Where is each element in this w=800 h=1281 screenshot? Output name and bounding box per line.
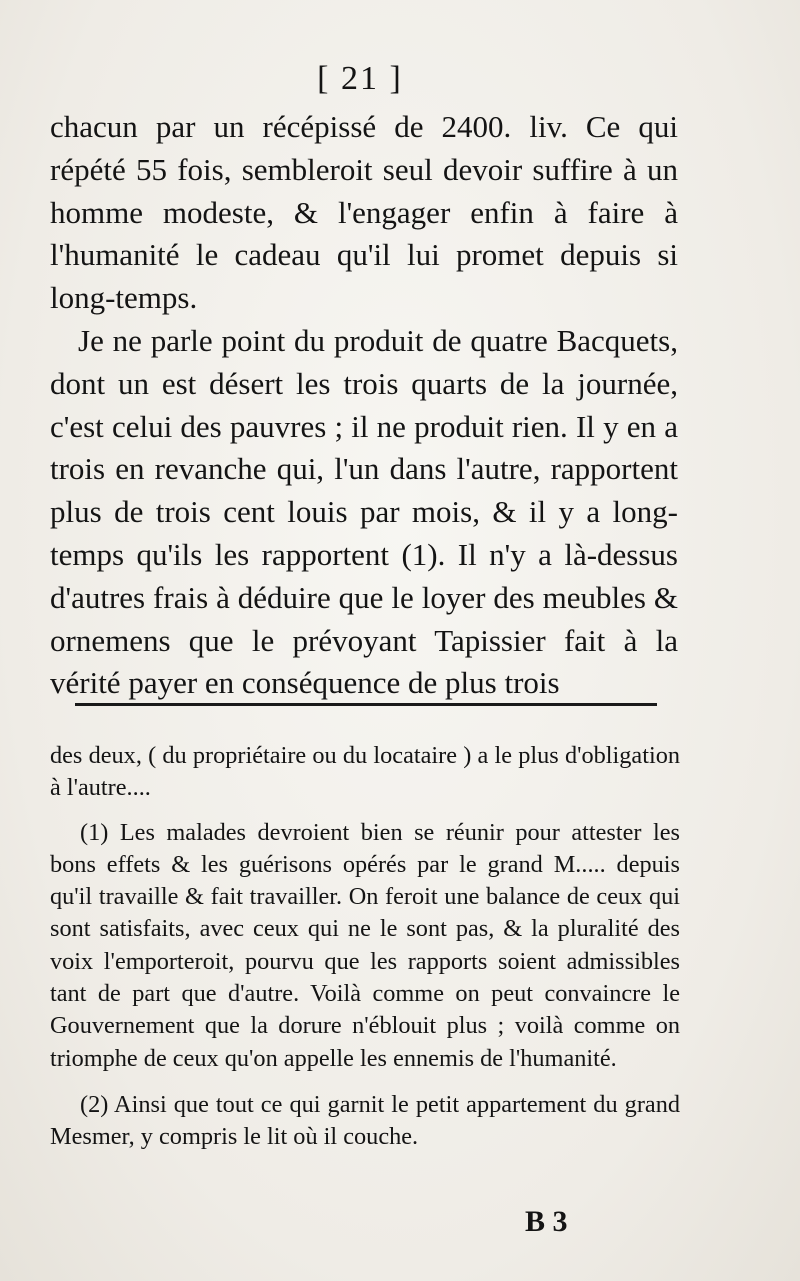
main-text-block: [50, 106, 678, 705]
paragraph-1: chacun par un récépissé de 2400. liv. Ce qui répété 55 fois, sembleroit seul devoir suffire à un homme modeste, & l'engager enfin à faire à l'humanité le cadeau qu'il lui promet depuis si long-temps.: [50, 109, 678, 316]
footnote-separator-rule: [75, 703, 657, 706]
footnote-continuation: des deux, ( du propriétaire ou du locataire ) a le plus d'obligation à l'autre....: [50, 742, 680, 802]
footnote-2: (2) Ainsi que tout ce qui garnit le petit appartement du grand Mesmer, y compris le lit où il couche.: [50, 1090, 680, 1151]
signature-mark: B 3: [525, 1205, 568, 1238]
paragraph-2: Je ne parle point du produit de quatre Bacquets, dont un est désert les trois quarts de la journée, c'est celui des pauvres ; il ne produit rien. Il y en a trois en revanche qui, l'un dans l'autre, rapportent plus de trois cent louis par mois, & il y a long-temps qu'ils les rapportent (1). Il n'y a là-dessus d'autres frais à déduire que le loyer des meubles & ornemens que le prévoyant Tapissier fait à la vérité payer en conséquence de plus trois: [50, 322, 678, 701]
page-number: [ 21 ]: [317, 60, 403, 97]
footnote-1: (1) Les malades devroient bien se réunir pour attester les bons effets & les guérisons opérés par le grand M..... depuis qu'il travaille & fait travailler. On feroit une balance de ceux qui sont satisfaits, avec ceux qui ne le sont pas, & la pluralité des voix l'emporteroit, pourvu que les rapports soient admissibles tant de part que d'autre. Voilà comme on peut convaincre le Gouvernement que la dorure n'éblouit plus ; voilà comme on triomphe de ceux qu'on appelle les ennemis de l'humanité.: [50, 818, 680, 1072]
footnotes-block: [50, 740, 680, 1154]
